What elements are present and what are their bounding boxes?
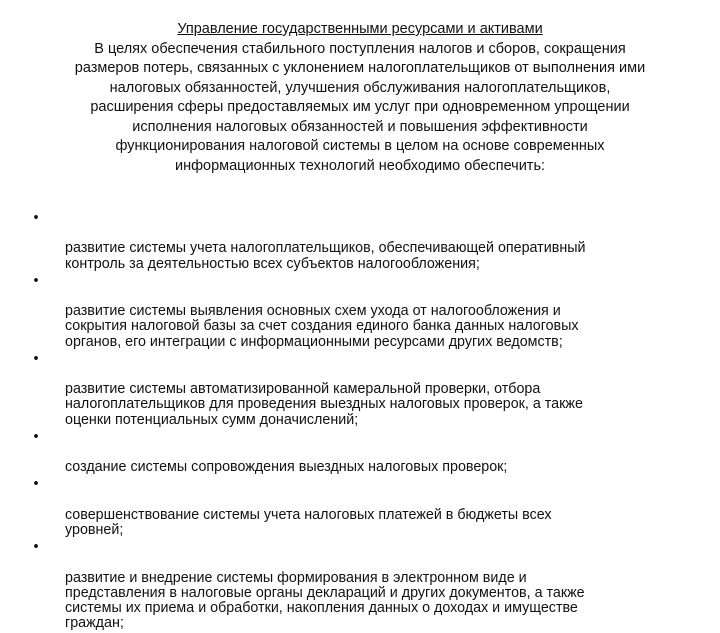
bullet-text: совершенствование системы учета налоговых платежей в бюджеты всех уровней; (65, 506, 552, 539)
bullet-list (30, 211, 670, 633)
bullet-marker: • (33, 428, 39, 445)
bullet-marker: • (33, 272, 39, 289)
bullet-text: развитие системы автоматизированной камеральной проверки, отбора налогоплательщиков для проведения выездных налоговых проверок, а также оценки потенциальных сумм доначислений; (65, 381, 583, 428)
bullet-marker: • (33, 210, 39, 226)
bullet-marker: • (33, 476, 39, 493)
bullet-item (30, 352, 670, 428)
bullet-item (30, 540, 670, 631)
bullet-item (30, 477, 670, 538)
bullet-text: создание системы сопровождения выездных налоговых проверок; (65, 459, 508, 476)
bullet-item (30, 211, 670, 272)
bullet-marker: • (33, 539, 39, 556)
bullet-item (30, 274, 670, 350)
intro-paragraph: В целях обеспечения стабильного поступления налогов и сборов, сокращения размеров потерь, связанных с уклонением налогоплательщиков от выполнения ими налоговых обязанностей, улучшения обслуживания налогоплательщиков, расширения сферы предоставляемых им услуг при одновременном упрощении исполнения налоговых обязанностей и повышения эффективности функционирования налоговой системы в целом на основе современных информационных технологий необходимо обеспечить: (74, 40, 646, 174)
bullet-text: развитие и внедрение системы формирования в электронном виде и представления в налоговые органы деклараций и других документов, а также системы их приема и обработки, накопления данных о доходах и имуществе граждан; (65, 569, 585, 632)
header-block (30, 20, 690, 176)
bullet-item (30, 430, 670, 476)
bullet-marker: • (33, 350, 39, 367)
document-title: Управление государственными ресурсами и активами (177, 21, 543, 37)
bullet-text: развитие системы выявления основных схем ухода от налогообложения и сокрытия налоговой базы за счет создания единого банка данных налоговых органов, его интеграции с информационными ресурсами других ведомств; (65, 303, 579, 350)
bullet-text: развитие системы учета налогоплательщиков, обеспечивающей оперативный контроль за деятельностью всех субъектов налогообложения; (65, 240, 586, 272)
